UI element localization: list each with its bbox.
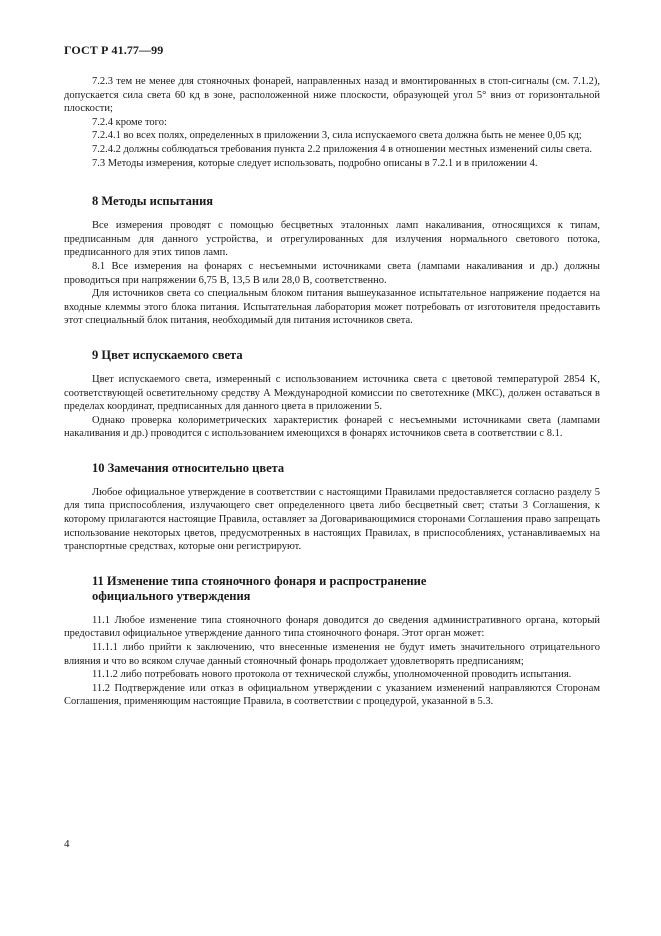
paragraph-7-2-4: 7.2.4 кроме того: <box>92 116 167 128</box>
paragraph-7-2-4-1: 7.2.4.1 во всех полях, определенных в приложении 3, сила испускаемого света должна быть не менее 0,05 кд; <box>92 130 582 142</box>
page-body <box>64 75 600 709</box>
section-9-title: 9 Цвет испускаемого света <box>92 347 243 362</box>
section-9-paragraph: Цвет испускаемого света, измеренный с использованием источника света с цветовой температурой 2854 K, соответствующей осветительному средству А Международной комиссии по светотехнике (МКС), должен оставаться в пределах координат, предписанных для данного цвета в приложении 5. <box>64 373 600 413</box>
document-header: ГОСТ Р 41.77—99 <box>64 43 164 57</box>
paragraph-11-1-1: 11.1.1 либо прийти к заключению, что внесенные изменения не будут иметь значительного отрицательного влияния и что во всяком случае данный стояночный фонарь продолжает удовлетворять предписаниям; <box>64 642 600 667</box>
section-8-paragraph: Все измерения проводят с помощью бесцветных эталонных ламп накаливания, относящихся к типам, предписанным для данного устройства, и отрегулированных для излучения нормального светового потока, предписанного для этих типов ламп. <box>64 220 600 259</box>
section-11-title <box>64 574 600 604</box>
section-10-title: 10 Замечания относительно цвета <box>92 460 285 475</box>
paragraph-11-1: 11.1 Любое изменение типа стояночного фонаря доводится до сведения административного органа, который предоставил официальное утверждение данного типа стояночного фонаря. Этот орган может: <box>64 614 600 640</box>
page-number: 4 <box>64 838 70 850</box>
section-10-paragraph: Любое официальное утверждение в соответствии с настоящими Правилами предоставляется согласно разделу 5 для типа приспособления, излучающего свет определенного цвета либо бесцветный свет; статьи 3 Соглашения, к которому прилагаются настоящие Правила, оставляет за Договаривающимися сторонами Соглашения право запрещать использование некоторых цветов, предусмотренных в настоящих Правилах, в приспособлениях, устанавливаемых на транспортные средствах, которые они регистрируют. <box>64 486 600 553</box>
paragraph-8-1: 8.1 Все измерения на фонарях с несъемными источниками света (лампами накаливания и др.) должны проводиться при напряжении 6,75 В, 13,5 В или 28,0 В, соответственно. <box>64 260 600 286</box>
paragraph-11-1-2: 11.1.2 либо потребовать нового протокола от технической службы, уполномоченной проводить испытания. <box>92 669 572 681</box>
section-8-paragraph: Для источников света со специальным блоком питания вышеуказанное испытательное напряжение подается на входные клеммы этого блока питания. Испытательная лаборатория может потребовать от изготовителя предоставить этот специальный блок питания, необходимый для питания источников света. <box>64 288 600 327</box>
paragraph-11-2: 11.2 Подтверждение или отказ в официальном утверждении с указанием изменений направляются Сторонам Соглашения, применяющим настоящие Правила, в соответствии с процедурой, указанной в 5.3. <box>64 682 600 708</box>
section-8-title: 8 Методы испытания <box>92 194 214 209</box>
section-9-paragraph: Однако проверка колориметрических характеристик фонарей с несъемными источниками света (лампами накаливания и др.) проводится с использованием имеющихся в фонарях источников света в соответствии с 8.1. <box>64 414 600 440</box>
section-11-title-line2: официального утверждения <box>92 588 251 603</box>
paragraph-7-3: 7.3 Методы измерения, которые следует использовать, подробно описаны в 7.2.1 и в приложении 4. <box>92 157 538 169</box>
paragraph-7-2-3: 7.2.3 тем не менее для стояночных фонарей, направленных назад и вмонтированных в стоп-сигналы (см. 7.1.2), допускается сила света 60 кд в зоне, расположенной ниже плоскости, образующей угол 5° вниз от горизонтальной плоскости; <box>64 76 600 115</box>
paragraph-7-2-4-2: 7.2.4.2 должны соблюдаться требования пункта 2.2 приложения 4 в отношении местных изменений силы света. <box>92 143 593 155</box>
section-11-title-line1: 11 Изменение типа стояночного фонаря и распространение <box>92 573 427 588</box>
